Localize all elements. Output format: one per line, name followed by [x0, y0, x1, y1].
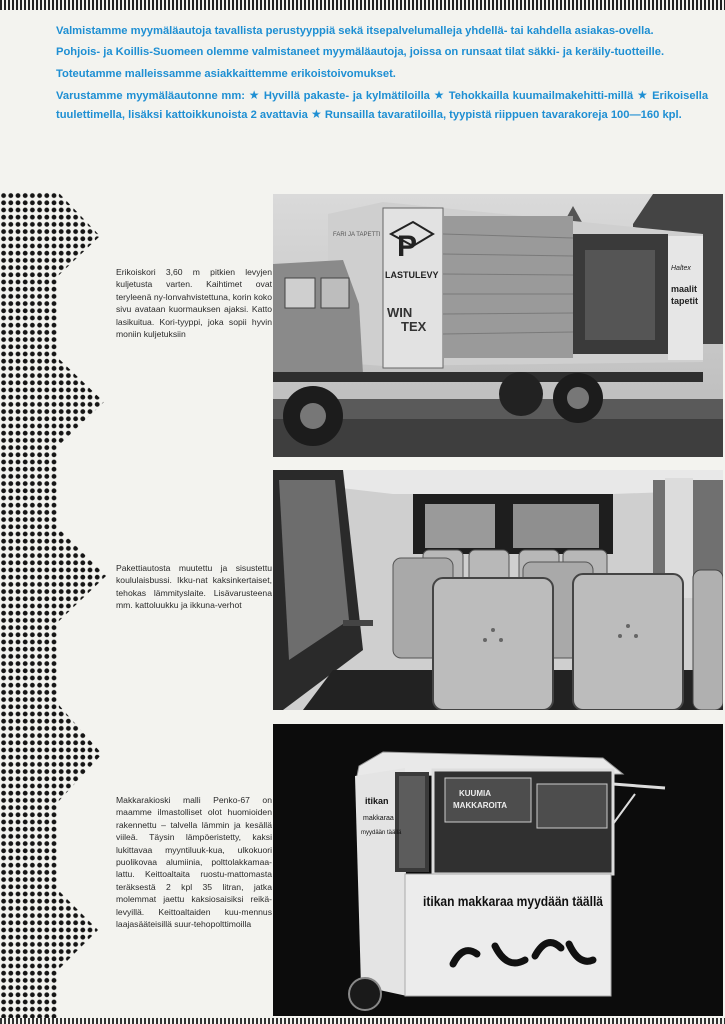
- star-icon: ★: [433, 87, 446, 102]
- star-icon: ★: [636, 87, 649, 102]
- intro-paragraph-2: Pohjois- ja Koillis-Suomeen olemme valmistaneet myymäläautoja, joissa on runsaat tilat säkki- ja keräily-tuotteille.: [56, 46, 665, 59]
- intro-paragraph-4: [56, 86, 708, 125]
- truck-sign-tapetit: tapetit: [671, 296, 698, 306]
- halftone-dot-pattern: [0, 192, 112, 1024]
- intro-paragraph-3: Toteutamme malleissamme asiakkaittemme erikoistoivomukset.: [56, 67, 396, 80]
- caption-truck: Erikoiskori 3,60 m pitkien levyjen kuljetusta varten. Kaihtimet ovat teryleenä ny-lonvahvistettuna, korin koko sivu avataan kuormauksen ajaksi. Katto lasikuitua. Kori-tyyppi, joka sopii hyvin moniin kuljetuksiin: [116, 267, 272, 340]
- truck-sign-tex: TEX: [401, 319, 427, 334]
- truck-sign-win: WIN: [387, 305, 413, 320]
- photo-bus-interior: [273, 470, 723, 710]
- intro-text: [56, 22, 708, 127]
- equipment-item-2: Tehokkailla kuumailmakehitti-millä: [448, 89, 634, 102]
- truck-sign-haltex: Haltex: [671, 265, 691, 272]
- bottom-border: [0, 1018, 725, 1024]
- caption-bus: Pakettiautosta muutettu ja sisustettu koululaisbussi. Ikku-nat kaksinkertaiset, tehokas lämmityslaite. Lisävarusteena mm. kattoluukku ja ikkuna-verhot: [116, 563, 272, 611]
- star-icon: ★: [310, 107, 322, 122]
- equipment-item-3: Erikoisella tuulettimella, lisäksi kattoikkunoista 2 avattavia: [56, 89, 709, 122]
- kiosk-window-text-2: MAKKAROITA: [453, 801, 508, 810]
- kiosk-side-line-3: myydään täällä: [361, 830, 402, 836]
- truck-sign-cab: FARI JA TAPETTI: [333, 232, 381, 238]
- photo-truck: [273, 194, 723, 457]
- star-icon: ★: [248, 87, 261, 102]
- caption-kiosk: Makkarakioski malli Penko-67 on maamme ilmastolliset olot huomioiden rakennettu – talvella lämmin ja kesällä viileä. Täysin lämpöeristetty, kaksi lukittavaa myyntiluuk-kua, ulkokuori puolikovaa alumiinia, polttolakkamaa-lattu. Keittoaltaita ruostu-mattomasta teräksestä 2 kpl 35 litran, jatka molemmat jaettu kaksiosaisiksi reikä-levyillä. Keittoaltaiden kuu-mennus laajasääteisillä suur-tehopolttimoilla: [116, 795, 272, 930]
- photo-sausage-kiosk: [273, 724, 723, 1016]
- truck-sign-maalit: maalit: [671, 284, 698, 294]
- kiosk-front-slogan: itikan makkaraa myydään täällä: [423, 893, 604, 909]
- kiosk-side-brand: itikan: [365, 796, 389, 806]
- equipment-item-1: Hyvillä pakaste- ja kylmätiloilla: [263, 89, 430, 102]
- equipment-item-4: Runsailla tavaratiloilla, tyypistä riippuen tavarakoreja 100—160 kpl.: [324, 109, 682, 122]
- kiosk-window-text-1: KUUMIA: [459, 789, 491, 798]
- equipment-lead: Varustamme myymäläautonne mm:: [56, 89, 246, 102]
- truck-sign-lastulevy: LASTULEVY: [385, 270, 439, 280]
- top-border: [0, 0, 725, 10]
- intro-paragraph-1: Valmistamme myymäläautoja tavallista perustyyppiä sekä itsepalvelumalleja yhdellä- tai kahdella asiakas-ovella.: [56, 25, 654, 37]
- kiosk-side-line-2: makkaraa: [363, 815, 394, 822]
- svg-text:P: P: [397, 230, 418, 263]
